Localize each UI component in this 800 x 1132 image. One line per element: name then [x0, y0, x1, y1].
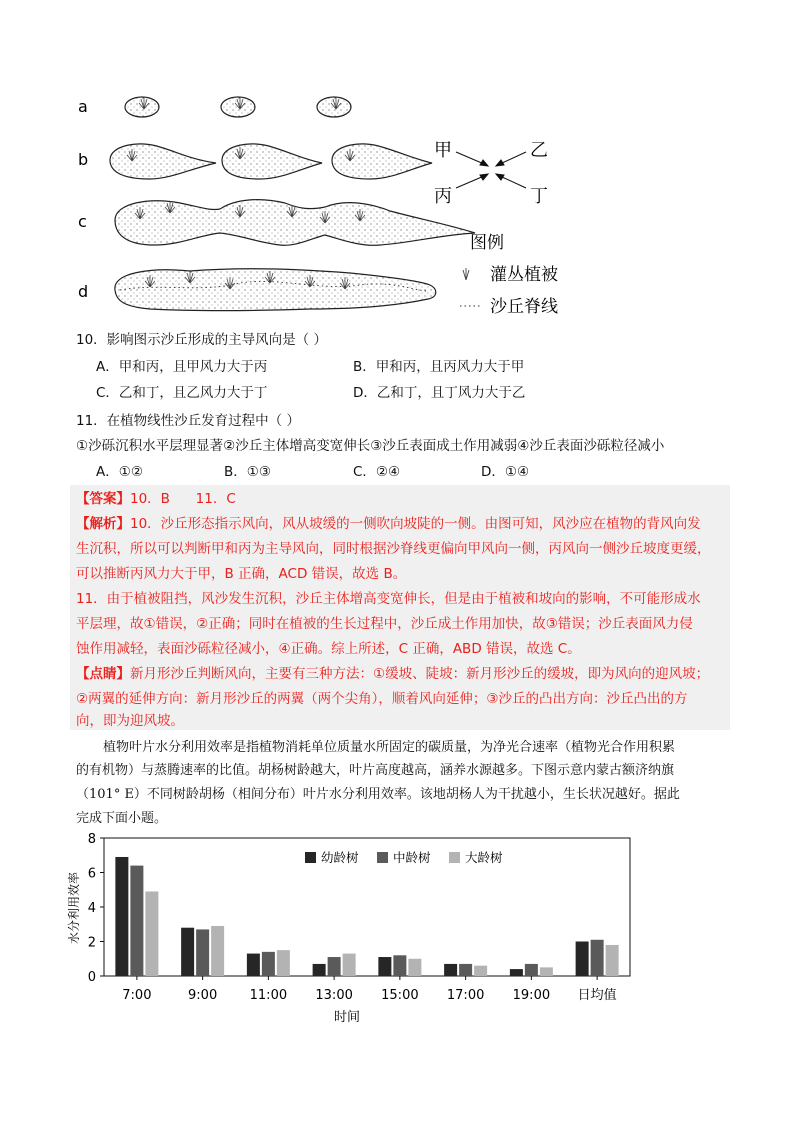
bar-大龄树-11:00 — [277, 950, 290, 976]
q11-option-a[interactable]: A．①② — [96, 464, 143, 480]
legend-shrub-label: 灌丛植被 — [490, 265, 558, 285]
x-tick-label: 7:00 — [122, 988, 152, 1003]
bar-中龄树-15:00 — [393, 955, 406, 976]
dune-stage-b — [110, 144, 432, 179]
row-label-a: a — [78, 97, 88, 116]
direction-yi: 乙 — [530, 140, 548, 161]
x-tick-label: 15:00 — [381, 988, 419, 1003]
bar-幼龄树-19:00 — [510, 969, 523, 976]
bar-幼龄树-15:00 — [378, 957, 391, 976]
legend-swatch — [377, 852, 388, 863]
bar-大龄树-17:00 — [474, 966, 487, 976]
x-tick-label: 11:00 — [249, 988, 288, 1003]
x-axis-label: 时间 — [333, 1010, 361, 1025]
bar-大龄树-日均值 — [606, 945, 619, 976]
chart-legend — [305, 850, 503, 865]
tip-line-2: ②两翼的延伸方向：新月形沙丘的两翼（两个尖角），顺着风向延伸；③沙丘的凸出方向：沙丘凸出的方 — [76, 691, 688, 707]
analysis-line-2: 生沉积，所以可以判断甲和丙为主导风向，同时根据沙脊线更偏向甲风向一侧，丙风向一侧沙丘坡度更缓， — [76, 541, 711, 557]
q10-option-c[interactable]: C．乙和丁，且乙风力大于丁 — [96, 385, 268, 401]
analysis-line-4: 11．由于植被阻挡，风沙发生沉积，沙丘主体增高变宽伸长，但是由于植被和坡向的影响，不可能形成水 — [76, 591, 701, 607]
q10-option-a[interactable]: A．甲和丙，且甲风力大于丙 — [96, 359, 268, 375]
bar-大龄树-7:00 — [145, 891, 158, 976]
tip-line-1 — [76, 664, 709, 684]
direction-ding: 丁 — [530, 186, 548, 207]
dune-stage-d — [115, 269, 436, 311]
x-axis — [122, 976, 616, 1003]
answer-line — [76, 489, 236, 509]
dune-stage-a — [125, 97, 351, 117]
bar-中龄树-9:00 — [196, 929, 209, 976]
direction-bing: 丙 — [434, 186, 452, 207]
legend-label: 幼龄树 — [321, 850, 359, 865]
q11-option-b[interactable]: B．①③ — [224, 464, 271, 480]
tip-text-1: 新月形沙丘判断风向，主要有三种方法：①缓坡、陡坡：新月形沙丘的缓坡，即为风向的迎风坡； — [130, 666, 710, 682]
bar-幼龄树-17:00 — [444, 964, 457, 976]
y-tick-label: 6 — [87, 866, 96, 882]
bar-中龄树-日均值 — [591, 940, 604, 976]
question-10-stem: 10．影响图示沙丘形成的主导风向是（ ） — [76, 332, 327, 348]
wind-direction-diagram — [430, 130, 610, 320]
x-tick-label: 日均值 — [577, 988, 617, 1003]
legend-swatch — [449, 852, 460, 863]
passage-line-2: 的有机物）与蒸腾速率的比值。胡杨树龄越大，叶片高度越高，涵养水源越多。下图示意内蒙古额济纳旗 — [76, 763, 675, 778]
q10-option-d[interactable]: D．乙和丁，且丁风力大于乙 — [353, 385, 526, 401]
analysis-tag: 【解析】 — [76, 516, 130, 532]
dune-stage-c — [115, 200, 475, 246]
row-label-c: c — [78, 212, 87, 231]
passage-line-4: 完成下面小题。 — [76, 811, 168, 826]
bar-中龄树-11:00 — [262, 952, 275, 976]
x-tick-label: 9:00 — [188, 988, 218, 1003]
y-tick-label: 2 — [87, 935, 96, 951]
legend-ridge-label: 沙丘脊线 — [490, 297, 558, 317]
question-11-statements: ①沙砾沉积水平层理显著②沙丘主体增高变宽伸长③沙丘表面成土作用减弱④沙丘表面沙砾粒径减小 — [76, 438, 665, 454]
analysis-line-5: 平层理，故①错误，②正确；同时在植被的生长过程中，沙丘成土作用加快，故③错误；沙丘表面风力侵 — [76, 616, 693, 632]
bar-幼龄树-11:00 — [247, 954, 260, 976]
bar-中龄树-19:00 — [525, 964, 538, 976]
analysis-line-1 — [76, 514, 701, 534]
x-tick-label: 19:00 — [512, 988, 551, 1003]
bar-大龄树-15:00 — [408, 959, 421, 976]
legend-label: 中龄树 — [393, 850, 431, 865]
y-axis — [88, 832, 104, 985]
y-tick-label: 0 — [87, 970, 96, 985]
legend-swatch — [305, 852, 316, 863]
analysis-line-6: 蚀作用减轻，表面沙砾粒径减小，④正确。综上所述，C 正确，ABD 错误，故选 C。 — [76, 641, 581, 657]
shrub-legend-icon — [463, 268, 469, 280]
question-11-stem: 11．在植物线性沙丘发育过程中（ ） — [76, 413, 300, 429]
bars — [115, 857, 618, 976]
tip-tag: 【点睛】 — [76, 666, 130, 682]
bar-幼龄树-9:00 — [181, 928, 194, 976]
x-tick-label: 17:00 — [446, 988, 485, 1003]
bar-大龄树-19:00 — [540, 967, 553, 976]
q11-option-d[interactable]: D．①④ — [481, 464, 530, 480]
bar-大龄树-9:00 — [211, 926, 224, 976]
x-tick-label: 13:00 — [315, 988, 353, 1003]
q10-option-b[interactable]: B．甲和丙，且丙风力大于甲 — [353, 359, 525, 375]
bar-幼龄树-13:00 — [313, 964, 326, 976]
passage-line-1: 植物叶片水分利用效率是指植物消耗单位质量水所固定的碳质量，为净光合速率（植物光合作用积累 — [103, 740, 676, 755]
passage-line-3: （101° E）不同树龄胡杨（相间分布）叶片水分利用效率。该地胡杨人为干扰越小，生长状况越好。据此 — [76, 787, 680, 802]
bar-中龄树-13:00 — [328, 957, 341, 976]
answer-text: 10．B 11．C — [130, 491, 236, 507]
legend-title: 图例 — [470, 233, 504, 253]
row-label-b: b — [78, 150, 89, 169]
direction-jia: 甲 — [434, 140, 452, 161]
y-axis-label: 水分利用效率 — [67, 871, 81, 945]
analysis-text-1: 10．沙丘形态指示风向，风从坡缓的一侧吹向坡陡的一侧。由图可知，风沙应在植物的背风向发 — [130, 516, 701, 532]
bar-幼龄树-日均值 — [576, 942, 589, 977]
bar-中龄树-7:00 — [130, 866, 143, 976]
analysis-line-3: 可以推断丙风力大于甲，B 正确，ACD 错误，故选 B。 — [76, 566, 407, 582]
q11-option-c[interactable]: C．②④ — [353, 464, 401, 480]
bar-中龄树-17:00 — [459, 964, 472, 976]
bar-幼龄树-7:00 — [115, 857, 128, 976]
tip-line-3: 向，即为迎风坡。 — [76, 713, 184, 729]
water-use-efficiency-chart — [60, 828, 660, 1033]
y-tick-label: 4 — [87, 901, 96, 916]
row-label-d: d — [78, 282, 89, 301]
bar-大龄树-13:00 — [343, 954, 356, 976]
y-tick-label: 8 — [87, 832, 96, 847]
legend-label: 大龄树 — [465, 850, 503, 865]
answer-tag: 【答案】 — [76, 491, 130, 507]
